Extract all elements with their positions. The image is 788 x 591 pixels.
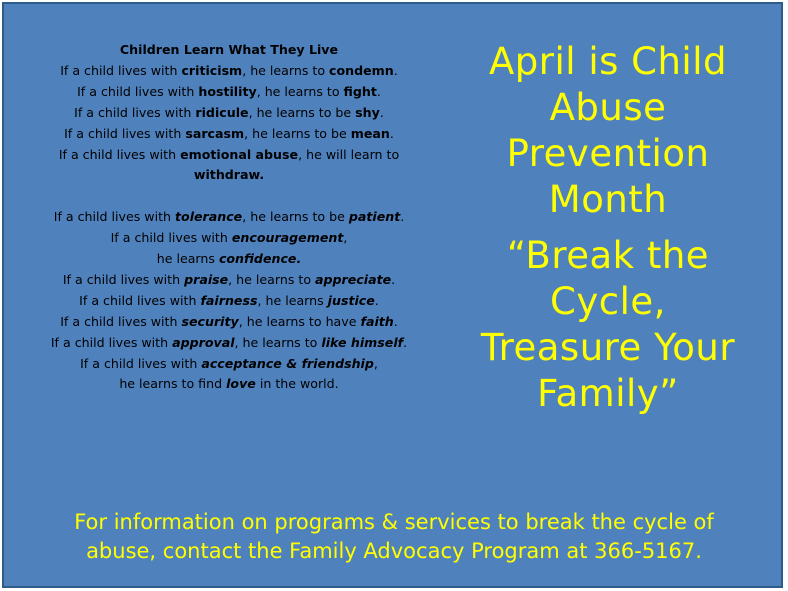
slogan-line: “Break the xyxy=(506,234,710,277)
poem-line xyxy=(22,228,436,249)
poem-keyword: patient xyxy=(348,209,401,225)
poem-line xyxy=(22,291,436,312)
poem-line xyxy=(22,103,436,124)
poem-keyword: praise xyxy=(184,271,229,287)
slogan-line: Cycle, xyxy=(550,280,666,323)
poem-line xyxy=(22,270,436,291)
slogan-line: Family” xyxy=(537,372,679,415)
poem-text: , he learns to xyxy=(242,62,330,78)
poem-keyword: fight xyxy=(343,83,377,99)
poem-keyword: confidence. xyxy=(218,251,302,267)
poem-line xyxy=(22,207,436,228)
headline-line: Prevention xyxy=(506,132,710,175)
poem-text: , he learns to xyxy=(228,271,316,287)
poem-text: , he learns to xyxy=(234,334,322,350)
poem-keyword: security xyxy=(181,313,239,329)
poem-line xyxy=(22,249,436,270)
headline-line: April is Child xyxy=(489,40,727,83)
poem-keyword: withdraw. xyxy=(193,167,265,183)
poem-line xyxy=(22,312,436,333)
poem-text: , he learns to be xyxy=(248,104,356,120)
poem-text: If a child lives with xyxy=(74,104,196,120)
poem-line xyxy=(22,82,436,103)
headline xyxy=(450,39,766,417)
poem-keyword: like himself xyxy=(321,334,404,350)
footer-line: abuse, contact the Family Advocacy Program at 366-5167. xyxy=(86,539,702,563)
poem-text: . xyxy=(393,313,398,329)
poem-text: If a child lives with xyxy=(64,125,186,141)
poem-keyword: shy xyxy=(355,104,380,120)
poem-text: , he will learn to xyxy=(298,146,400,162)
poem-text: If a child lives with xyxy=(60,313,182,329)
poem-positive-lines xyxy=(22,207,436,395)
headline-slogan xyxy=(450,233,766,417)
poem-text: , xyxy=(343,230,348,246)
poem-text: , xyxy=(373,355,378,371)
poem-keyword: fairness xyxy=(200,292,258,308)
poem-line xyxy=(22,374,436,395)
footer-contact xyxy=(14,508,774,566)
poem-keyword: criticism xyxy=(181,62,243,78)
poem-text: If a child lives with xyxy=(79,292,201,308)
poem-line xyxy=(22,124,436,145)
poem-text: . xyxy=(393,62,398,78)
poem-text: If a child lives with xyxy=(58,146,181,162)
poem-text: . xyxy=(374,292,379,308)
poem-text: If a child lives with xyxy=(53,209,176,225)
poem-keyword: emotional abuse xyxy=(180,146,299,162)
slogan-line: Treasure Your xyxy=(480,326,736,369)
poem-keyword: mean xyxy=(350,125,390,141)
poem-keyword: sarcasm xyxy=(185,125,245,141)
poem-text: he learns xyxy=(156,251,219,267)
poem-keyword: ridicule xyxy=(195,104,249,120)
poem-text: . xyxy=(376,83,381,99)
poem-line xyxy=(22,61,436,82)
poem-line xyxy=(22,354,436,375)
poem-text: If a child lives with xyxy=(62,271,185,287)
headline-line: Month xyxy=(548,178,668,221)
poem-keyword: hostility xyxy=(198,83,257,99)
poem-text: . xyxy=(389,125,394,141)
poem-text: . xyxy=(379,104,384,120)
headline-title xyxy=(450,39,766,223)
footer-line: For information on programs & services to break the cycle of xyxy=(74,510,714,534)
poem-text: . xyxy=(403,334,408,350)
poem-text: in the world. xyxy=(255,376,339,392)
poem-text: If a child lives with xyxy=(110,230,232,246)
poem-keyword: condemn xyxy=(329,62,394,78)
poem-text: , he learns xyxy=(257,292,328,308)
poem-text: he learns to find xyxy=(119,376,227,392)
poem-keyword: encouragement xyxy=(231,230,344,246)
poem-text: , he learns to be xyxy=(244,125,351,141)
poem-title: Children Learn What They Live xyxy=(119,42,339,57)
poem-line xyxy=(22,165,436,186)
poem-block xyxy=(22,40,436,395)
poem-keyword: love xyxy=(226,376,256,392)
poem-keyword: appreciate xyxy=(315,271,392,287)
poem-text: If a child lives with xyxy=(80,355,202,371)
headline-line: Abuse xyxy=(549,86,667,129)
poem-text: , he learns to have xyxy=(238,313,361,329)
poem-text: If a child lives with xyxy=(50,334,173,350)
poem-text: , he learns to xyxy=(256,83,344,99)
poster xyxy=(2,2,783,588)
poem-stanza-gap xyxy=(22,186,436,207)
poem-negative-lines xyxy=(22,61,436,186)
poem-keyword: tolerance xyxy=(175,209,243,225)
poem-text: . xyxy=(400,209,405,225)
poem-keyword: faith xyxy=(360,313,394,329)
poem-text: . xyxy=(391,271,396,287)
poem-keyword: justice xyxy=(327,292,375,308)
poem-text: If a child lives with xyxy=(60,62,182,78)
poem-keyword: approval xyxy=(172,334,235,350)
poem-text: , he learns to be xyxy=(242,209,349,225)
poem-line xyxy=(22,145,436,166)
poem-keyword: acceptance & friendship xyxy=(201,355,374,371)
poem-line xyxy=(22,333,436,354)
poem-text: If a child lives with xyxy=(77,83,199,99)
